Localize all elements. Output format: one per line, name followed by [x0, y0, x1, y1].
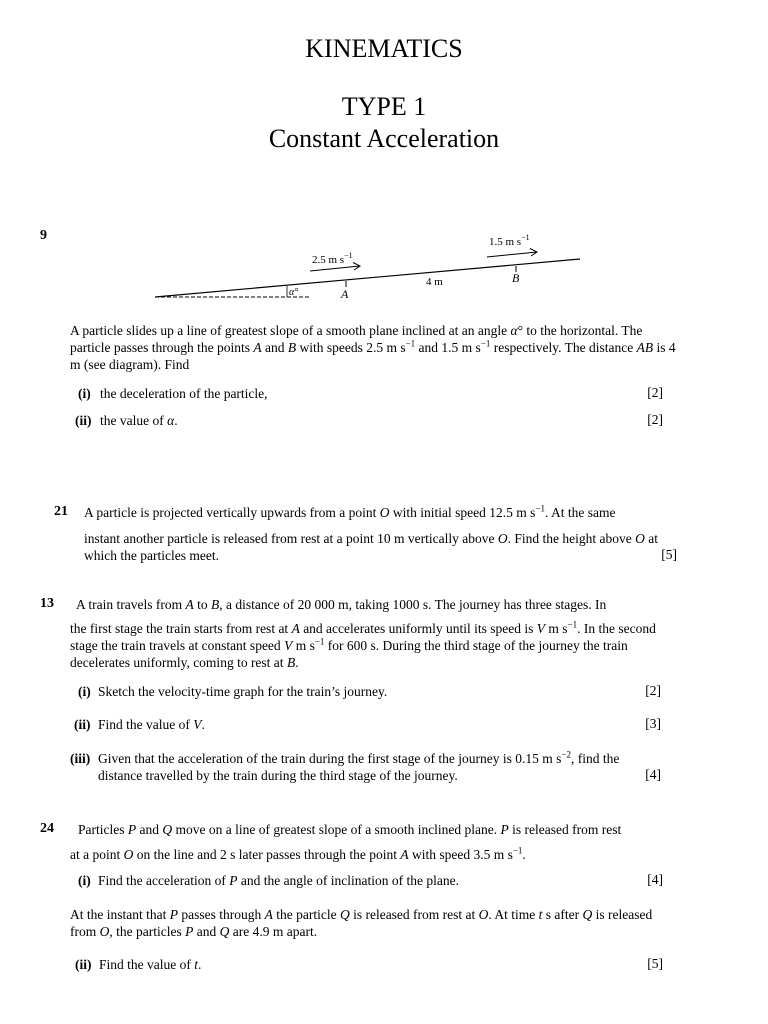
- distance-label: 4 m: [426, 276, 443, 288]
- page-title: KINEMATICS: [305, 34, 463, 63]
- type-heading: TYPE 1: [341, 92, 427, 121]
- point-b-label: B: [512, 271, 520, 285]
- point-a-label: A: [341, 287, 349, 301]
- q13-marks-ii: [3]: [645, 716, 661, 731]
- inclined-plane-diagram: [0, 0, 768, 320]
- q9-marks-i: [2]: [647, 385, 663, 400]
- speed-a-label: 2.5 m $s^{-1}$: [312, 251, 353, 266]
- q13-marks-i: [2]: [645, 683, 661, 698]
- q13-text-rest: the first stage the train starts from rest at A and accelerates uniformly until its speed is V m $s^{-1}$. In the second stage the train travels at constant speed V m $s^{-1}$ for 600 s. During the third stage of the journey the train decelerates uniformly, coming to rest at B.: [70, 619, 656, 670]
- q13-part-ii: (ii) Find the value of V.: [74, 717, 205, 732]
- q21-text-line1: A particle is projected vertically upwards from a point O with initial speed 12.5 m $s^{-1}$. At the same: [84, 503, 616, 520]
- angle-label: α°: [289, 287, 299, 298]
- q13-marks-iii: [4]: [645, 767, 661, 782]
- q21-marks: [5]: [661, 547, 677, 562]
- question-number-24: 24: [40, 821, 54, 836]
- q9-part-i: (i) the deceleration of the particle,: [78, 386, 268, 401]
- q24-text-line1: Particles P and Q move on a line of greatest slope of a smooth inclined plane. P is released from rest: [78, 822, 622, 837]
- question-number-9: 9: [40, 228, 47, 243]
- q24-text-line2: at a point O on the line and 2 s later passes through the point A with speed 3.5 m $s^{-1}$.: [70, 845, 526, 862]
- q13-part-iii: (iii) Given that the acceleration of the train during the first stage of the journey is 0.15 m $s^{-2}$, find the distance travelled by the train during the third stage of the journey.: [70, 749, 620, 783]
- q9-marks-ii: [2]: [647, 412, 663, 427]
- speed-b-label: 1.5 m $s^{-1}$: [489, 233, 530, 248]
- question-number-21: 21: [54, 504, 68, 519]
- q24-text-middle: At the instant that P passes through A the particle Q is released from rest at O. At time t s after Q is released from O, the particles P and Q are 4.9 m apart.: [70, 907, 653, 939]
- arrow-b-shaft: [487, 252, 537, 257]
- q24-marks-i: [4]: [647, 872, 663, 887]
- subtitle: Constant Acceleration: [268, 124, 500, 153]
- q13-part-i: (i) Sketch the velocity-time graph for the train’s journey.: [78, 684, 388, 699]
- q9-part-ii: (ii) the value of α.: [75, 413, 178, 428]
- q13-text-line1: A train travels from A to B, a distance of 20 000 m, taking 1000 s. The journey has three stages. In: [76, 597, 607, 612]
- q24-part-ii: (ii) Find the value of t.: [75, 957, 202, 972]
- q24-part-i: (i) Find the acceleration of P and the angle of inclination of the plane.: [78, 873, 460, 888]
- q24-marks-ii: [5]: [647, 956, 663, 971]
- q9-text: A particle slides up a line of greatest slope of a smooth plane inclined at an angle α° to the horizontal. The particle passes through the points A and B with speeds 2.5 m $s^{-1}$ and 1.5 m $s^{-1}$ respectively. The distance AB is 4 m (see diagram). Find: [70, 323, 676, 372]
- q21-text-rest: instant another particle is released from rest at a point 10 m vertically above O. Find the height above O at which the particles meet.: [84, 531, 658, 563]
- question-number-13: 13: [40, 596, 54, 611]
- arrow-a-shaft: [310, 266, 360, 271]
